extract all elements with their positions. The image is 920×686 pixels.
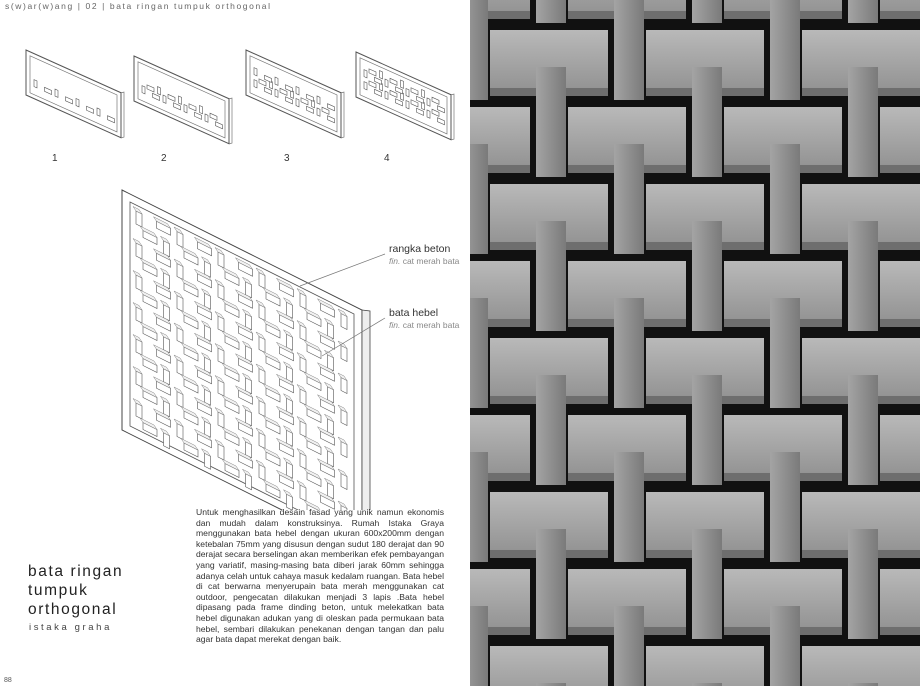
- brick-unit: [195, 112, 202, 119]
- brick-unit: [153, 93, 160, 100]
- brick-unit: [406, 89, 409, 97]
- brick-shadow: [880, 627, 920, 635]
- brick-shadow: [880, 11, 920, 19]
- brick-vertical: [770, 452, 800, 562]
- project-subtitle: istaka graha: [29, 622, 112, 633]
- callout-bata-hebel-title: bata hebel: [389, 307, 439, 319]
- brick-unit: [210, 113, 217, 120]
- brick-unit: [396, 87, 403, 94]
- finish-text: cat merah bata: [400, 256, 460, 266]
- brick-shadow: [880, 165, 920, 173]
- brick-unit: [296, 99, 299, 107]
- brick-unit: [380, 71, 383, 79]
- page-number: 88: [4, 677, 12, 684]
- brick-unit: [438, 106, 445, 113]
- brick-unit: [174, 103, 181, 110]
- finish-prefix: fin.: [389, 256, 401, 266]
- brick-unit: [375, 89, 382, 96]
- brick-unit: [76, 99, 79, 107]
- leader-line-rangka: [300, 254, 385, 286]
- brick-unit: [390, 90, 397, 97]
- brick-unit: [265, 75, 272, 82]
- brick-vertical: [770, 298, 800, 408]
- brick-unit: [364, 82, 367, 90]
- brick-vertical: [536, 221, 566, 331]
- brick-vertical: [614, 0, 644, 100]
- brick-vertical: [536, 529, 566, 639]
- brick-vertical: [848, 0, 878, 23]
- brick-unit: [417, 108, 424, 115]
- callout-bata-hebel-finish: [389, 320, 459, 330]
- brick-unit: [411, 88, 418, 95]
- brick-unit: [168, 94, 175, 101]
- brick-unit: [328, 116, 335, 123]
- finish-text: cat merah bata: [400, 320, 460, 330]
- brick-unit: [369, 81, 376, 88]
- brick-vertical: [692, 67, 722, 177]
- brick-unit: [158, 87, 161, 95]
- brick-unit: [322, 107, 329, 114]
- brick-unit: [189, 104, 196, 111]
- brick-shadow: [880, 473, 920, 481]
- brick-unit: [307, 94, 314, 101]
- brick-unit: [55, 89, 58, 97]
- brick-unit: [364, 70, 367, 78]
- brick-unit: [438, 118, 445, 125]
- brick-unit: [163, 95, 166, 103]
- brick-unit: [205, 114, 208, 122]
- brick-unit: [390, 78, 397, 85]
- brick-unit: [417, 96, 424, 103]
- brick-vertical: [614, 144, 644, 254]
- description-text: [196, 507, 444, 645]
- step-frame-4: [356, 52, 454, 140]
- brick-unit: [34, 80, 37, 88]
- brick-unit: [432, 97, 439, 104]
- title-line-2: tumpuk: [28, 582, 89, 599]
- section-title: [28, 562, 123, 619]
- frame-outer: [26, 50, 121, 138]
- brick-horizontal: [880, 415, 920, 481]
- running-head: s(w)ar(w)ang | 02 | bata ringan tumpuk orthogonal: [5, 1, 272, 11]
- brick-vertical: [848, 529, 878, 639]
- brick-vertical: [470, 298, 488, 408]
- callout-rangka-beton-title: rangka beton: [389, 243, 451, 255]
- brick-unit: [216, 122, 223, 129]
- brick-unit: [422, 89, 425, 97]
- brick-vertical: [692, 529, 722, 639]
- brick-unit: [432, 109, 439, 116]
- brick-vertical: [848, 67, 878, 177]
- brick-unit: [427, 110, 430, 118]
- brick-vertical: [692, 0, 722, 23]
- brick-unit: [301, 98, 308, 105]
- brick-vertical: [614, 452, 644, 562]
- brick-vertical: [614, 606, 644, 686]
- brick-vertical: [536, 375, 566, 485]
- construction-steps-diagram: [0, 0, 470, 180]
- brick-unit: [142, 86, 145, 94]
- brick-unit: [147, 85, 154, 92]
- brick-unit: [254, 68, 257, 76]
- step-label-1: 1: [52, 153, 58, 164]
- brick-vertical: [692, 375, 722, 485]
- step-frame-3: [246, 50, 344, 138]
- brick-vertical: [470, 606, 488, 686]
- brick-unit: [97, 108, 100, 116]
- brick-unit: [45, 87, 52, 94]
- brick-unit: [307, 106, 314, 113]
- brick-unit: [427, 98, 430, 106]
- brick-unit: [286, 97, 293, 104]
- brick-unit: [66, 97, 73, 104]
- brick-unit: [317, 108, 320, 116]
- brick-unit: [200, 105, 203, 113]
- brick-vertical: [770, 606, 800, 686]
- brick-unit: [275, 77, 278, 85]
- brick-unit: [406, 101, 409, 109]
- brick-unit: [280, 88, 287, 95]
- brick-unit: [401, 80, 404, 88]
- step-frame-1: [26, 50, 124, 138]
- brick-vertical: [692, 221, 722, 331]
- frame-inner: [30, 56, 117, 132]
- brick-horizontal: [646, 646, 764, 686]
- callout-rangka-beton-finish: [389, 256, 459, 266]
- brick-unit: [275, 89, 278, 97]
- brick-unit: [375, 77, 382, 84]
- brick-vertical: [470, 0, 488, 100]
- step-label-4: 4: [384, 153, 390, 164]
- brick-unit: [184, 105, 187, 113]
- brick-unit: [259, 79, 266, 86]
- brick-unit: [369, 69, 376, 76]
- step-label-3: 3: [284, 153, 290, 164]
- brick-horizontal: [880, 569, 920, 635]
- brick-vertical: [848, 221, 878, 331]
- wall-frame-side: [362, 310, 370, 510]
- brick-unit: [411, 100, 418, 107]
- brick-vertical: [770, 144, 800, 254]
- brick-unit: [385, 91, 388, 99]
- photo-canvas: [470, 0, 920, 686]
- brick-unit: [108, 116, 115, 123]
- step-label-2: 2: [161, 153, 167, 164]
- brick-vertical: [536, 67, 566, 177]
- brick-unit: [328, 104, 335, 111]
- brick-unit: [87, 106, 94, 113]
- brick-unit: [385, 79, 388, 87]
- isometric-wall-diagram: [0, 180, 470, 510]
- brick-unit: [265, 87, 272, 94]
- title-line-1: bata ringan: [28, 563, 124, 580]
- description-paragraph: Untuk menghasilkan desain fasad yang unik namun ekonomis dan mudah dalam konstruksinya. Rumah Istaka Graya menggunakan bata hebel dengan ukuran 600x200mm dengan ketebalan 75mm yang disusun dengan sudut 180 derajat dan 90 derajat secara berselingan akan memberikan efek pembayangan yang variatif, masing-masing bata diberi jarak 60mm sehingga adanya celah untuk cahaya masuk kedalam ruangan. Bata hebel di cat berwarna menyerupain bata merah menggunakan cat outdoor, pengecatan dilakukan menjadi 3 lapis .Bata hebel dipasang pada frame dinding beton, untuk melekatkan bata hebel digunakan adukan yang di oleskan pada permukaan bata hebel, sembari dilakukan penekanan dengan tangan dan palu agar bata dapat merekat dengan baik.: [196, 507, 444, 645]
- brick-vertical: [848, 375, 878, 485]
- brick-unit: [179, 96, 182, 104]
- brick-horizontal: [880, 107, 920, 173]
- finish-prefix: fin.: [389, 320, 401, 330]
- brick-vertical: [770, 0, 800, 100]
- brick-unit: [286, 85, 293, 92]
- brick-vertical: [470, 144, 488, 254]
- brick-unit: [317, 96, 320, 104]
- brick-unit: [396, 99, 403, 106]
- brick-vertical: [614, 298, 644, 408]
- brick-shadow: [880, 319, 920, 327]
- brick-vertical: [536, 0, 566, 23]
- brick-horizontal: [490, 646, 608, 686]
- brick-horizontal: [880, 261, 920, 327]
- brick-facade-photo: [470, 0, 920, 686]
- brick-unit: [254, 80, 257, 88]
- title-line-3: orthogonal: [28, 601, 118, 618]
- step-frame-2: [134, 56, 232, 144]
- brick-vertical: [470, 452, 488, 562]
- brick-horizontal: [802, 646, 920, 686]
- brick-unit: [296, 87, 299, 95]
